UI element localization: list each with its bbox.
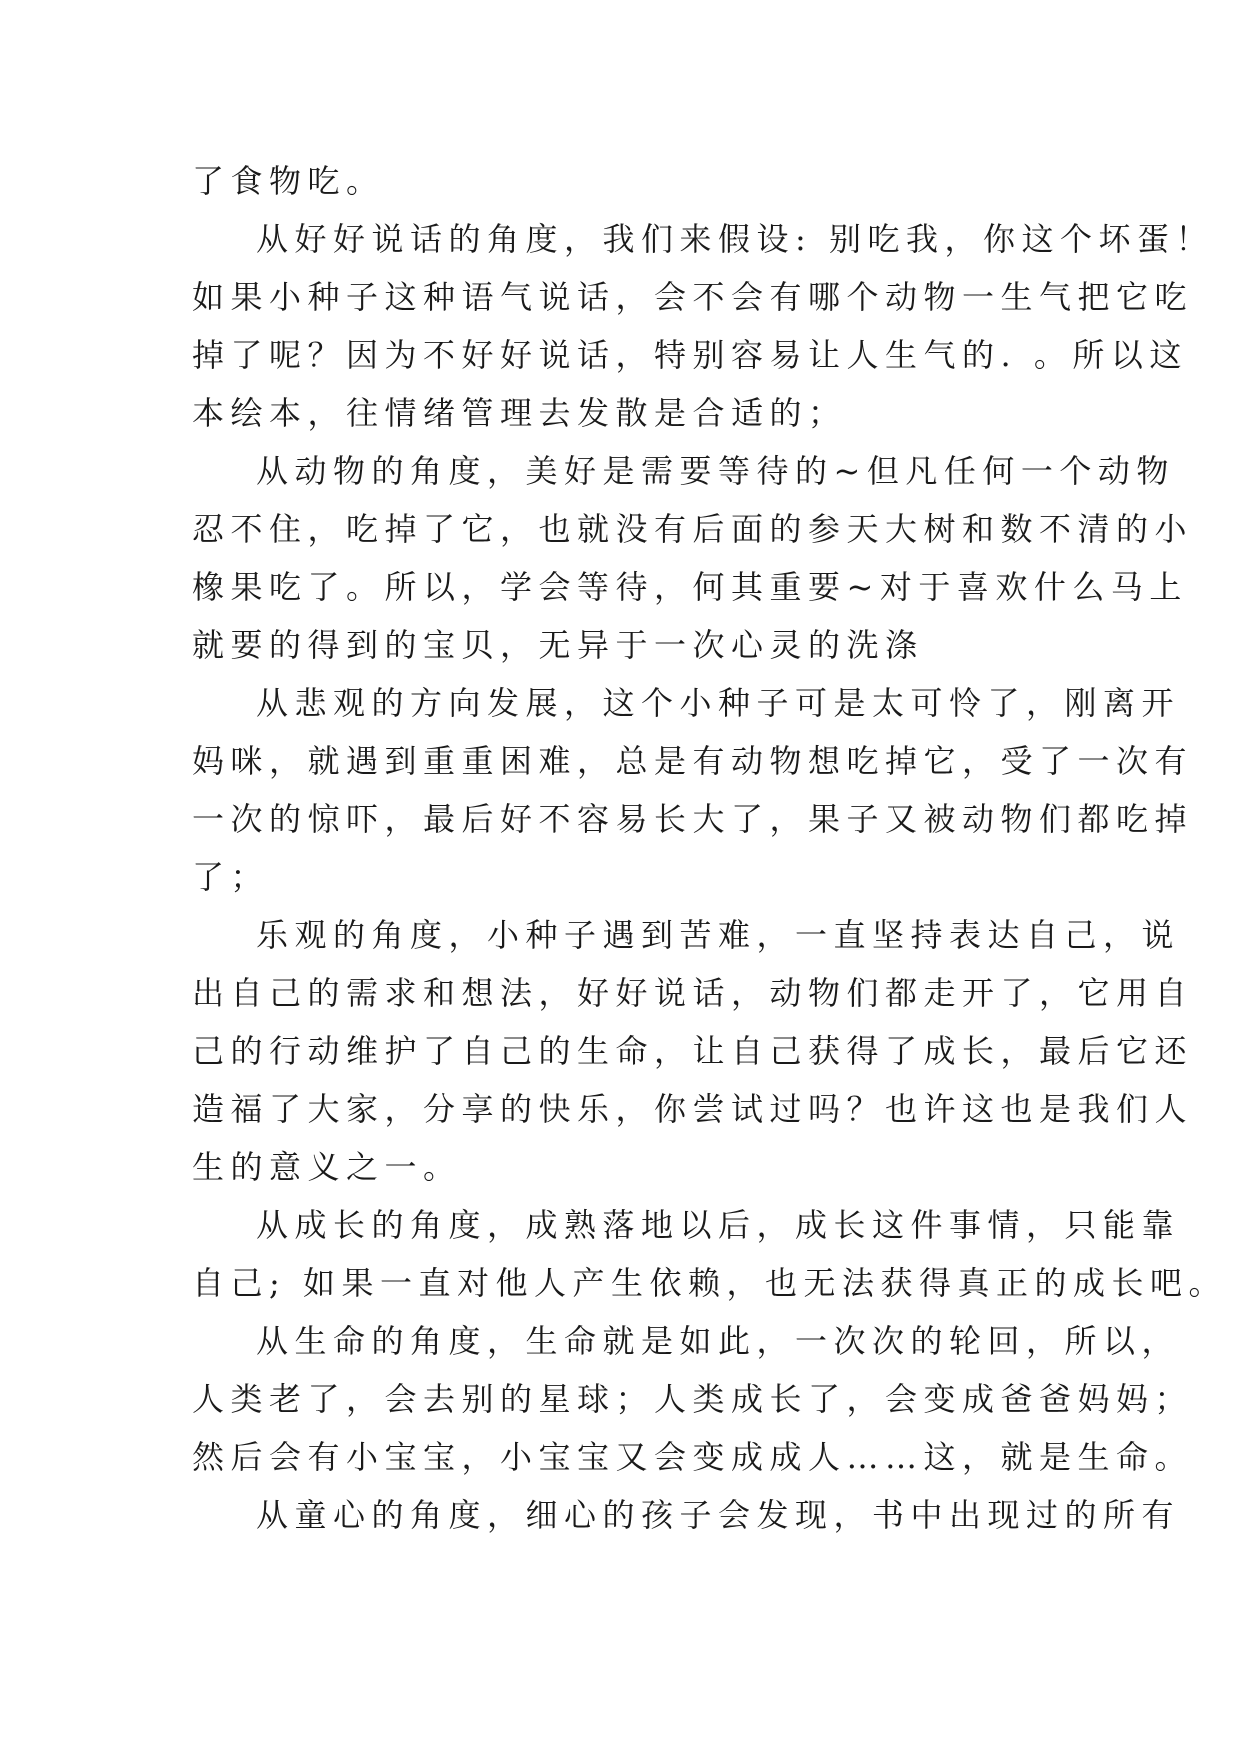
text-line: 从童心的角度，细心的孩子会发现，书中出现过的所有 [256, 1496, 1181, 1534]
body-text [192, 152, 1227, 1544]
text-line: 如果小种子这种语气说话，会不会有哪个动物一生气把它吃 [192, 278, 1194, 316]
text-line: 从好好说话的角度，我们来假设: 别吃我，你这个坏蛋！ [256, 220, 1214, 258]
text-line: 掉了呢？因为不好好说话，特别容易让人生气的. 。所以这 [192, 336, 1188, 374]
text-line: 一次的惊吓，最后好不容易长大了，果子又被动物们都吃掉 [192, 800, 1194, 838]
text-line: 生的意义之一。 [192, 1148, 462, 1186]
text-line: 出自己的需求和想法，好好说话，动物们都走开了，它用自 [192, 974, 1194, 1012]
text-line: 就要的得到的宝贝，无异于一次心灵的洗涤 [192, 626, 924, 664]
text-line: 己的行动维护了自己的生命，让自己获得了成长，最后它还 [192, 1032, 1194, 1070]
text-line: 乐观的角度，小种子遇到苦难，一直坚持表达自己，说 [256, 916, 1181, 954]
text-line: 人类老了，会去别的星球；人类成长了，会变成爸爸妈妈； [192, 1380, 1194, 1418]
text-line: 从动物的角度，美好是需要等待的~但凡任何一个动物 [256, 452, 1175, 490]
text-line: 橡果吃了。所以，学会等待，何其重要~对于喜欢什么马上 [192, 568, 1188, 606]
text-line: 造福了大家，分享的快乐，你尝试过吗？也许这也是我们人 [192, 1090, 1194, 1128]
text-line: 了； [192, 858, 270, 896]
text-line: 从成长的角度，成熟落地以后，成长这件事情，只能靠 [256, 1206, 1181, 1244]
text-line: 了食物吃。 [192, 162, 385, 200]
text-line: 妈咪，就遇到重重困难，总是有动物想吃掉它，受了一次有 [192, 742, 1194, 780]
text-line: 自己; 如果一直对他人产生依赖，也无法获得真正的成长吧。 [192, 1264, 1227, 1302]
text-line: 从悲观的方向发展，这个小种子可是太可怜了，刚离开 [256, 684, 1181, 722]
text-line: 从生命的角度，生命就是如此，一次次的轮回，所以， [256, 1322, 1181, 1360]
text-line: 本绘本，往情绪管理去发散是合适的； [192, 394, 847, 432]
text-line: 然后会有小宝宝，小宝宝又会变成成人……这，就是生命。 [192, 1438, 1194, 1476]
text-line: 忍不住，吃掉了它，也就没有后面的参天大树和数不清的小 [192, 510, 1194, 548]
